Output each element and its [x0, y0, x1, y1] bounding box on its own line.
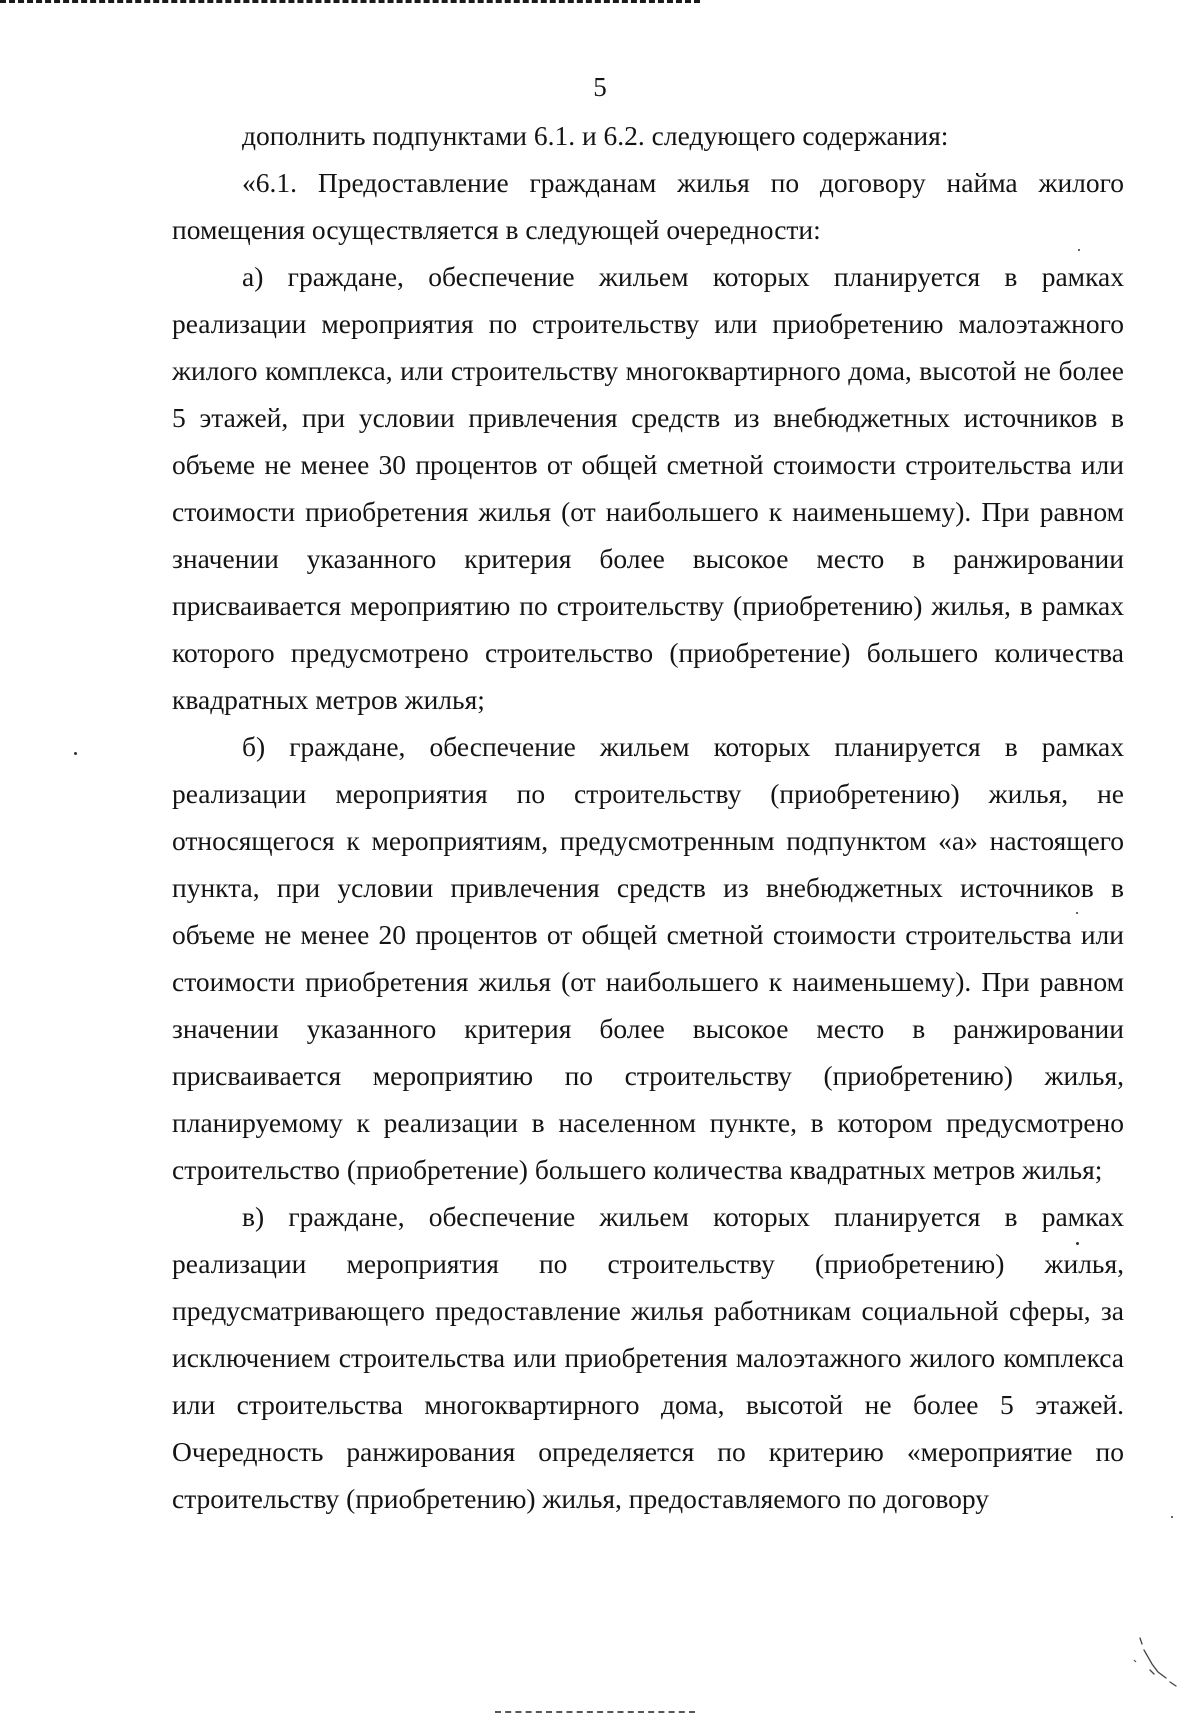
- document-body: [172, 112, 1124, 1522]
- paragraph-item-v: в) граждане, обеспечение жильем которых планируется в рамках реализации мероприятия по строительству (приобретению) жилья, предусматривающего предоставление жилья работникам социальной сферы, за исключением строительства или приобретения малоэтажного жилого комплекса или строительства многоквартирного дома, высотой не более 5 этажей. Очередность ранжирования определяется по критерию «мероприятие по строительству (приобретению) жилья, предоставляемого по договору: [172, 1201, 1124, 1514]
- scan-mark: [1128, 1620, 1188, 1700]
- scan-speck: [74, 752, 77, 755]
- scan-edge-top: [0, 0, 700, 3]
- scan-speck: [1171, 1516, 1173, 1518]
- paragraph-item-b: б) граждане, обеспечение жильем которых планируется в рамках реализации мероприятия по строительству (приобретению) жилья, не относящегося к мероприятиям, предусмотренным подпунктом «а» настоящего пункта, при условии привлечения средств из внебюджетных источников в объеме не менее 20 процентов от общей сметной стоимости строительства или стоимости приобретения жилья (от наибольшего к наименьшему). При равном значении указанного критерия более высокое место в ранжировании присваивается мероприятию по строительству (приобретению) жилья, планируемому к реализации в населенном пункте, в котором предусмотрено строительство (приобретение) большего количества квадратных метров жилья;: [172, 731, 1124, 1185]
- scan-speck: [1076, 912, 1078, 914]
- paragraph-intro: дополнить подпунктами 6.1. и 6.2. следующего содержания:: [242, 120, 949, 151]
- page-number: 5: [593, 72, 607, 102]
- scan-speck: [1078, 249, 1080, 251]
- paragraph-6-1: «6.1. Предоставление гражданам жилья по договору найма жилого помещения осуществляется в следующей очередности:: [172, 167, 1124, 245]
- scan-speck: [1076, 1242, 1079, 1245]
- scan-edge-bottom: [495, 1711, 695, 1713]
- paragraph-item-a: а) граждане, обеспечение жильем которых планируется в рамках реализации мероприятия по строительству или приобретению малоэтажного жилого комплекса, или строительству многоквартирного дома, высотой не более 5 этажей, при условии привлечения средств из внебюджетных источников в объеме не менее 30 процентов от общей сметной стоимости строительства или стоимости приобретения жилья (от наибольшего к наименьшему). При равном значении указанного критерия более высокое место в ранжировании присваивается мероприятию по строительству (приобретению) жилья, в рамках которого предусмотрено строительство (приобретение) большего количества квадратных метров жилья;: [172, 261, 1124, 715]
